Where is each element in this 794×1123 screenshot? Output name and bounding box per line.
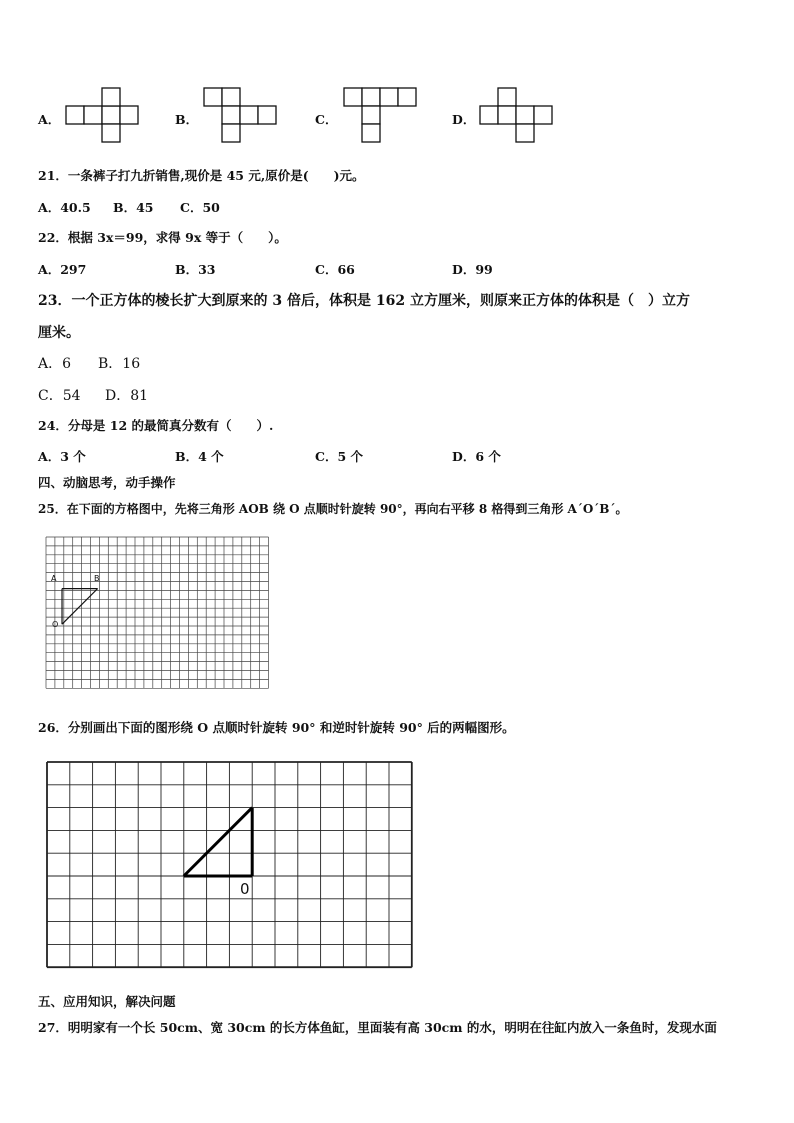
q23-option-d: D．81 <box>105 388 149 404</box>
q22-option-b: B．33 <box>175 262 216 277</box>
q20-net-b <box>202 86 282 146</box>
q23-stem-line1: 23．一个正方体的棱长扩大到原来的 3 倍后，体积是 162 立方厘米，则原来正方体的体积是（ ）立方 <box>38 293 690 309</box>
q22-option-c: C．66 <box>315 262 355 277</box>
q22-stem: 22．根据 3x＝99，求得 9x 等于（ ）。 <box>38 230 287 245</box>
q20-net-a <box>64 86 144 146</box>
q24-option-c: C．5 个 <box>315 449 363 464</box>
q24-option-d: D．6 个 <box>452 449 501 464</box>
q20-net-d <box>478 86 558 146</box>
q23-option-c: C．54 <box>38 388 81 404</box>
q26-triangle-hypotenuse <box>184 808 252 876</box>
q22-option-a: A．297 <box>38 262 87 277</box>
q25-point-b-label: B <box>94 574 100 583</box>
q25-point-o-label: O <box>52 620 59 629</box>
section-4-heading: 四、动脑思考，动手操作 <box>38 475 176 490</box>
q21-option-a: A．40.5 <box>38 200 91 215</box>
q20-option-d-label: D． <box>452 112 476 127</box>
q20-option-a-label: A． <box>38 112 61 127</box>
q25-stem: 25．在下面的方格图中，先将三角形 AOB 绕 O 点顺时针旋转 90°，再向右平移 8 格得到三角形 A´O´B´。 <box>38 502 628 516</box>
q24-option-b: B．4 个 <box>175 449 224 464</box>
q25-point-a-label: A <box>51 574 57 583</box>
q24-option-a: A．3 个 <box>38 449 86 464</box>
q23-option-a: A．6 <box>38 356 72 372</box>
q26-point-o-label: 0 <box>240 880 250 898</box>
q23-option-b: B．16 <box>98 356 141 372</box>
q21-option-b: B．45 <box>113 200 154 215</box>
section-5-heading: 五、应用知识，解决问题 <box>38 994 176 1009</box>
q23-stem-line2: 厘米。 <box>38 325 80 341</box>
q22-option-d: D．99 <box>452 262 493 277</box>
q20-net-c <box>342 86 422 148</box>
q21-stem: 21．一条裤子打九折销售,现价是 45 元,原价是( )元。 <box>38 168 365 183</box>
q27-stem: 27．明明家有一个长 50cm、宽 30cm 的长方体鱼缸，里面装有高 30cm 的水，明明在往缸内放入一条鱼时，发现水面 <box>38 1020 717 1035</box>
q21-option-c: C．50 <box>180 200 220 215</box>
q26-grid <box>46 760 414 970</box>
q20-option-c-label: C． <box>315 112 338 127</box>
q25-grid <box>44 535 270 693</box>
q24-stem: 24．分母是 12 的最简真分数有（ ）. <box>38 418 274 433</box>
q26-stem: 26．分别画出下面的图形绕 O 点顺时针旋转 90° 和逆时针旋转 90° 后的两幅图形。 <box>38 720 515 735</box>
q25-triangle-side-ob <box>62 589 98 625</box>
q20-option-b-label: B． <box>175 112 199 127</box>
